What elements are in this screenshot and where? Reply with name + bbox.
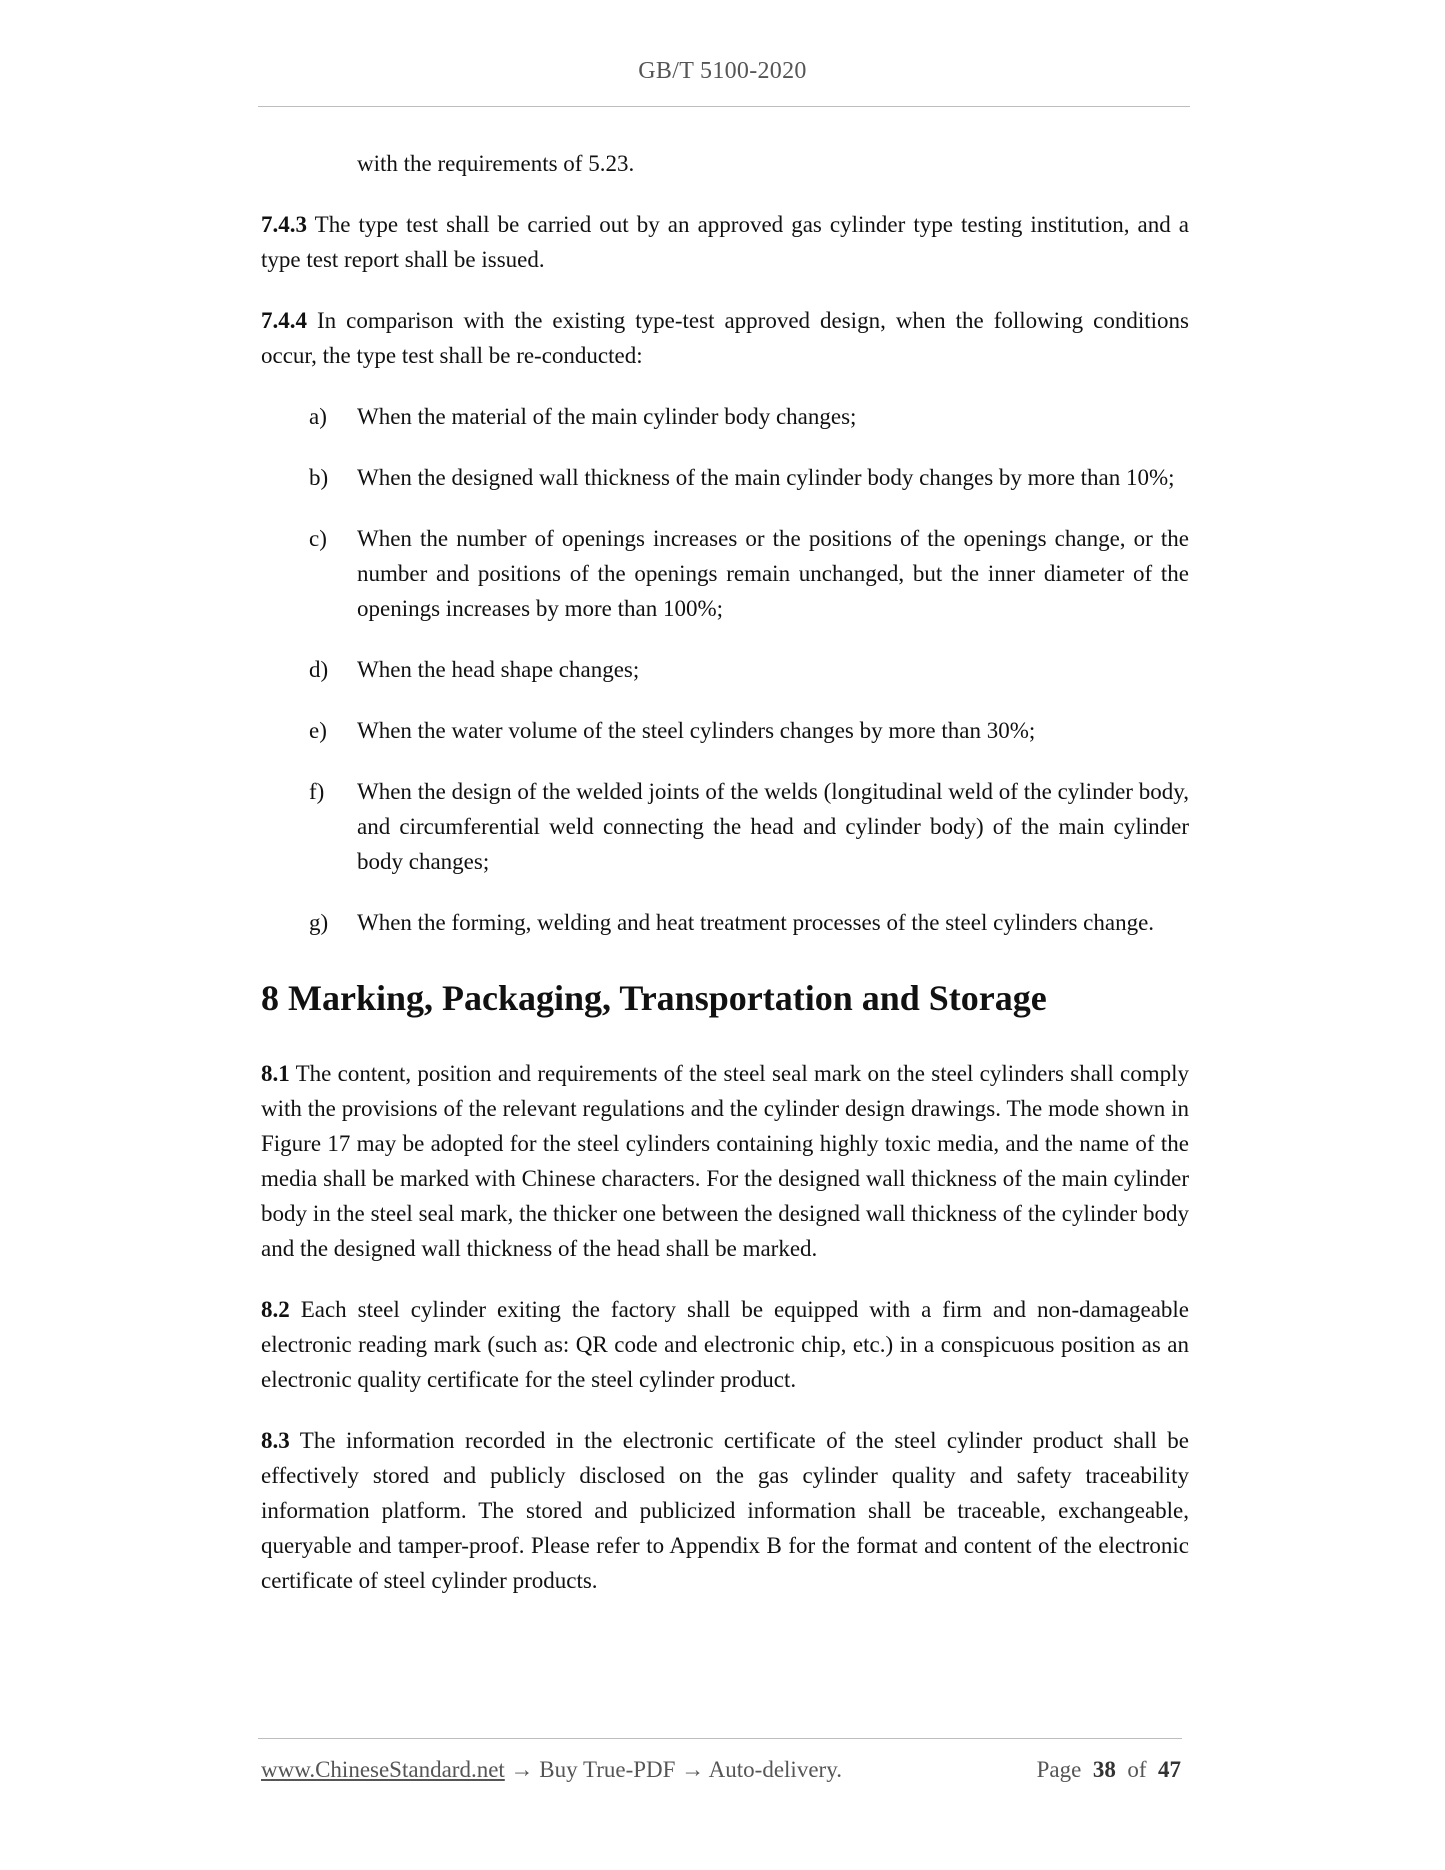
list-item (261, 399, 1189, 434)
list-marker: b) (309, 465, 329, 490)
footer-links (261, 1757, 842, 1783)
list-item-text: When the forming, welding and heat treatment processes of the steel cylinders change. (357, 910, 1155, 935)
page-word: Page (1036, 1757, 1082, 1782)
list-marker: f) (309, 779, 325, 804)
document-header-title: GB/T 5100-2020 (638, 58, 807, 84)
continuation-text: with the requirements of 5.23. (357, 151, 635, 176)
section-8-heading: 8 Marking, Packaging, Transportation and Storage (261, 978, 1047, 1018)
chinesestandard-link[interactable]: www.ChineseStandard.net (261, 1757, 505, 1782)
clause-8-2 (261, 1292, 1189, 1397)
list-item (261, 521, 1189, 626)
current-page-number: 38 (1092, 1757, 1116, 1782)
list-item-text: When the head shape changes; (357, 657, 640, 682)
clause-text: The information recorded in the electronic certificate of the steel cylinder product shall be effectively stored and publicly disclosed on the gas cylinder quality and safety traceability information platform. The stored and publicized information shall be traceable, exchangeable, queryable and tamper-proof. Please refer to Appendix B for the format and content of the electronic certificate of steel cylinder products. (261, 1428, 1189, 1593)
list-item (261, 652, 1189, 687)
clause-text: The content, position and requirements of the steel seal mark on the steel cylinders shall comply with the provisions of the relevant regulations and the cylinder design drawings. The mode shown in Figure 17 may be adopted for the steel cylinders containing highly toxic media, and the name of the media shall be marked with Chinese characters. For the designed wall thickness of the main cylinder body in the steel seal mark, the thicker one between the designed wall thickness of the cylinder body and the designed wall thickness of the head shall be marked. (261, 1061, 1189, 1261)
arrow-right-icon: → (510, 1757, 534, 1782)
list-marker: e) (309, 718, 327, 743)
conditions-list (261, 399, 1189, 940)
buy-true-pdf-text: Buy True-PDF (539, 1757, 676, 1782)
list-item (261, 713, 1189, 748)
clause-number: 7.4.4 (261, 308, 307, 333)
clause-number: 8.2 (261, 1297, 290, 1322)
list-item-text: When the material of the main cylinder body changes; (357, 404, 857, 429)
clause-text: The type test shall be carried out by an approved gas cylinder type testing institution, and a type test report shall be issued. (261, 212, 1189, 272)
clause-number: 8.1 (261, 1061, 290, 1086)
document-body (261, 146, 1189, 1624)
clause-8-3 (261, 1423, 1189, 1598)
list-marker: g) (309, 910, 329, 935)
list-item (261, 905, 1189, 940)
footer-divider (258, 1738, 1182, 1739)
auto-delivery-text: Auto-delivery. (708, 1757, 842, 1782)
list-item-text: When the water volume of the steel cylinders changes by more than 30%; (357, 718, 1036, 743)
header-divider (258, 106, 1190, 107)
list-marker: d) (309, 657, 329, 682)
clause-text: Each steel cylinder exiting the factory shall be equipped with a firm and non-damageable electronic reading mark (such as: QR code and electronic chip, etc.) in a conspicuous position as an electronic quality certificate for the steel cylinder product. (261, 1297, 1189, 1392)
of-word: of (1127, 1757, 1147, 1782)
clause-7-4-3 (261, 207, 1189, 277)
page-number-indicator (1037, 1757, 1181, 1783)
list-item (261, 460, 1189, 495)
list-item-text: When the design of the welded joints of the welds (longitudinal weld of the cylinder body, and circumferential weld connecting the head and cylinder body) of the main cylinder body changes; (357, 779, 1189, 874)
list-marker: c) (309, 526, 327, 551)
list-item (261, 774, 1189, 879)
clause-text: In comparison with the existing type-test approved design, when the following conditions occur, the type test shall be re-conducted: (261, 308, 1189, 368)
total-page-count: 47 (1158, 1757, 1181, 1782)
arrow-right-icon: → (681, 1757, 705, 1782)
clause-8-1 (261, 1056, 1189, 1266)
clause-number: 7.4.3 (261, 212, 307, 237)
list-item-text: When the designed wall thickness of the main cylinder body changes by more than 10%; (357, 465, 1175, 490)
list-marker: a) (309, 404, 327, 429)
clause-7-4-4 (261, 303, 1189, 373)
list-item-text: When the number of openings increases or the positions of the openings change, or the number and positions of the openings remain unchanged, but the inner diameter of the openings increases by more than 100%; (357, 526, 1189, 621)
clause-number: 8.3 (261, 1428, 290, 1453)
